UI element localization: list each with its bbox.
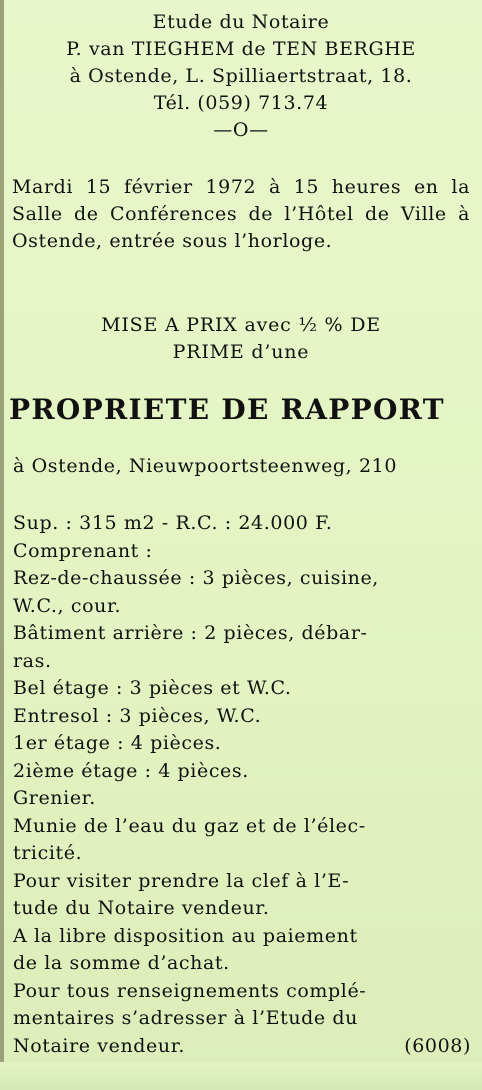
detail-line: ras. xyxy=(13,649,52,672)
closing-text: Notaire vendeur. xyxy=(13,1034,185,1057)
detail-line: tude du Notaire vendeur. xyxy=(13,897,270,919)
detail-line: Grenier. xyxy=(13,787,96,809)
detail-line: Comprenant : xyxy=(13,539,153,562)
sale-announcement: Mardi 15 février 1972 à 15 heures en la Salle de Conférences de l’Hôtel de Ville à Ostende, entrée sous l’horloge. xyxy=(12,176,470,252)
detail-line: Entresol : 3 pièces, W.C. xyxy=(13,704,262,727)
detail-line: Sup. : 315 m2 - R.C. : 24.000 F. xyxy=(13,512,333,534)
detail-line: 2ième étage : 4 pièces. xyxy=(13,759,249,782)
detail-line: Bel étage : 3 pièces et W.C. xyxy=(13,677,292,699)
starting-price-line-1: MISE A PRIX avec ½ % DE xyxy=(101,314,381,336)
property-title: PROPRIETE DE RAPPORT xyxy=(9,393,445,426)
detail-line: A la libre disposition au paiement xyxy=(13,924,358,947)
page-edge xyxy=(0,0,4,1090)
detail-line: de la somme d’achat. xyxy=(13,952,230,974)
header-line-office: Etude du Notaire xyxy=(152,11,330,33)
reference-number: (6008) xyxy=(404,1034,471,1057)
property-details xyxy=(13,510,471,1060)
detail-line: mentaires s’adresser à l’Etude du xyxy=(13,1007,358,1029)
detail-line: tricité. xyxy=(13,842,83,864)
header-line-address: à Ostende, L. Spilliaertstraat, 18. xyxy=(69,65,413,87)
detail-line: Bâtiment arrière : 2 pièces, débar- xyxy=(13,622,368,644)
starting-price-notice xyxy=(0,312,482,366)
header-line-phone: Tél. (059) 713.74 xyxy=(153,92,329,114)
starting-price-line-2: PRIME d’une xyxy=(172,341,310,363)
header-separator: —O— xyxy=(213,119,269,141)
property-address: à Ostende, Nieuwpoortsteenweg, 210 xyxy=(13,455,398,477)
detail-line: Pour visiter prendre la clef à l’E- xyxy=(13,869,350,892)
closing-line xyxy=(13,1033,471,1061)
paper-margin xyxy=(0,1062,482,1090)
detail-line: Rez-de-chaussée : 3 pièces, cuisine, xyxy=(13,567,379,589)
notary-header xyxy=(0,9,482,144)
detail-line: W.C., cour. xyxy=(13,594,122,617)
header-line-notary-name: P. van TIEGHEM de TEN BERGHE xyxy=(66,38,416,60)
detail-line: Pour tous renseignements complé- xyxy=(13,979,367,1002)
detail-line: Munie de l’eau du gaz et de l’élec- xyxy=(13,814,366,837)
detail-line: 1er étage : 4 pièces. xyxy=(13,732,222,754)
